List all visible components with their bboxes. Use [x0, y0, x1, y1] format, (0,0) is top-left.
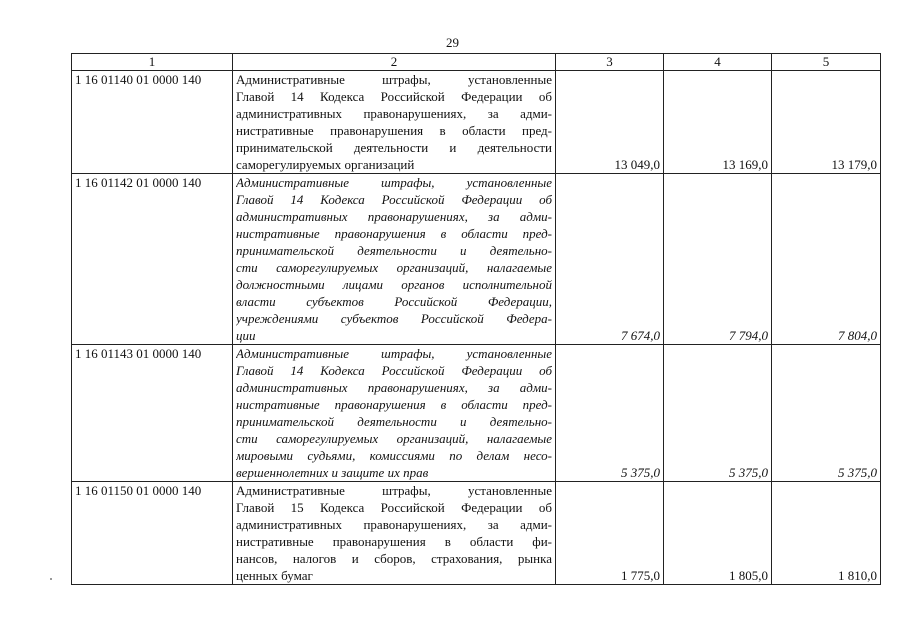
- description-line: сти саморегулируемых организаций, налагаемые: [236, 431, 552, 446]
- description-line: Административные штрафы, установленные: [236, 483, 552, 498]
- description-line: учреждениями субъектов Российской Федера-: [236, 311, 552, 326]
- description-line: Главой 14 Кодекса Российской Федерации об: [236, 192, 552, 207]
- description-line: саморегулируемых организаций: [236, 157, 415, 172]
- page-number: 29: [446, 35, 459, 50]
- description-line: Административные штрафы, установленные: [236, 175, 552, 190]
- description-line: нистративные правонарушения в области пред-: [236, 226, 552, 241]
- amount-v5: 7 804,0: [772, 174, 881, 345]
- amount-v5: 5 375,0: [772, 345, 881, 482]
- table-row: [72, 174, 881, 345]
- description-line: нансов, налогов и сборов, страхования, рынка: [236, 551, 552, 566]
- amount-v3: 13 049,0: [556, 71, 664, 174]
- description-line: мировыми судьями, комиссиями по делам несо-: [236, 448, 552, 463]
- description-line: нистративные правонарушения в области пред-: [236, 123, 552, 138]
- table-row: [72, 345, 881, 482]
- budget-code: 1 16 01150 01 0000 140: [72, 482, 233, 585]
- table-body: [72, 71, 881, 585]
- revenue-description: [233, 345, 556, 482]
- description-line: Административные штрафы, установленные: [236, 72, 552, 87]
- description-line: административных правонарушениях, за адми-: [236, 209, 552, 224]
- description-line: нистративные правонарушения в области пред-: [236, 397, 552, 412]
- budget-code: 1 16 01140 01 0000 140: [72, 71, 233, 174]
- column-header: 4: [664, 54, 772, 71]
- description-line: Административные штрафы, установленные: [236, 346, 552, 361]
- amount-v5: 1 810,0: [772, 482, 881, 585]
- amount-v3: 1 775,0: [556, 482, 664, 585]
- description-line: административных правонарушениях, за адми-: [236, 106, 552, 121]
- description-line: нистративные правонарушения в области фи-: [236, 534, 552, 549]
- description-line: должностными лицами органов исполнительной: [236, 277, 552, 292]
- amount-v3: 7 674,0: [556, 174, 664, 345]
- scan-speck: [50, 578, 52, 580]
- revenue-description: [233, 482, 556, 585]
- amount-v4: 5 375,0: [664, 345, 772, 482]
- table-row: [72, 482, 881, 585]
- description-line: власти субъектов Российской Федерации,: [236, 294, 552, 309]
- description-line: Главой 14 Кодекса Российской Федерации об: [236, 363, 552, 378]
- budget-table: [71, 53, 881, 585]
- amount-v4: 7 794,0: [664, 174, 772, 345]
- column-header: 3: [556, 54, 664, 71]
- description-line: административных правонарушениях, за адми-: [236, 380, 552, 395]
- description-line: сти саморегулируемых организаций, налагаемые: [236, 260, 552, 275]
- amount-v3: 5 375,0: [556, 345, 664, 482]
- column-header: 5: [772, 54, 881, 71]
- revenue-description: [233, 174, 556, 345]
- header-row: [72, 54, 881, 71]
- budget-code: 1 16 01143 01 0000 140: [72, 345, 233, 482]
- description-line: принимательской деятельности и деятельности: [236, 140, 552, 155]
- amount-v4: 1 805,0: [664, 482, 772, 585]
- revenue-description: [233, 71, 556, 174]
- table-row: [72, 71, 881, 174]
- description-line: принимательской деятельности и деятельно-: [236, 414, 552, 429]
- amount-v5: 13 179,0: [772, 71, 881, 174]
- description-line: ценных бумаг: [236, 568, 313, 583]
- budget-code: 1 16 01142 01 0000 140: [72, 174, 233, 345]
- description-line: Главой 15 Кодекса Российской Федерации об: [236, 500, 552, 515]
- description-line: вершеннолетних и защите их прав: [236, 465, 429, 480]
- description-line: Главой 14 Кодекса Российской Федерации об: [236, 89, 552, 104]
- description-line: административных правонарушениях, за адми-: [236, 517, 552, 532]
- description-line: ции: [236, 328, 256, 343]
- amount-v4: 13 169,0: [664, 71, 772, 174]
- column-header: 2: [233, 54, 556, 71]
- description-line: принимательской деятельности и деятельно-: [236, 243, 552, 258]
- column-header: 1: [72, 54, 233, 71]
